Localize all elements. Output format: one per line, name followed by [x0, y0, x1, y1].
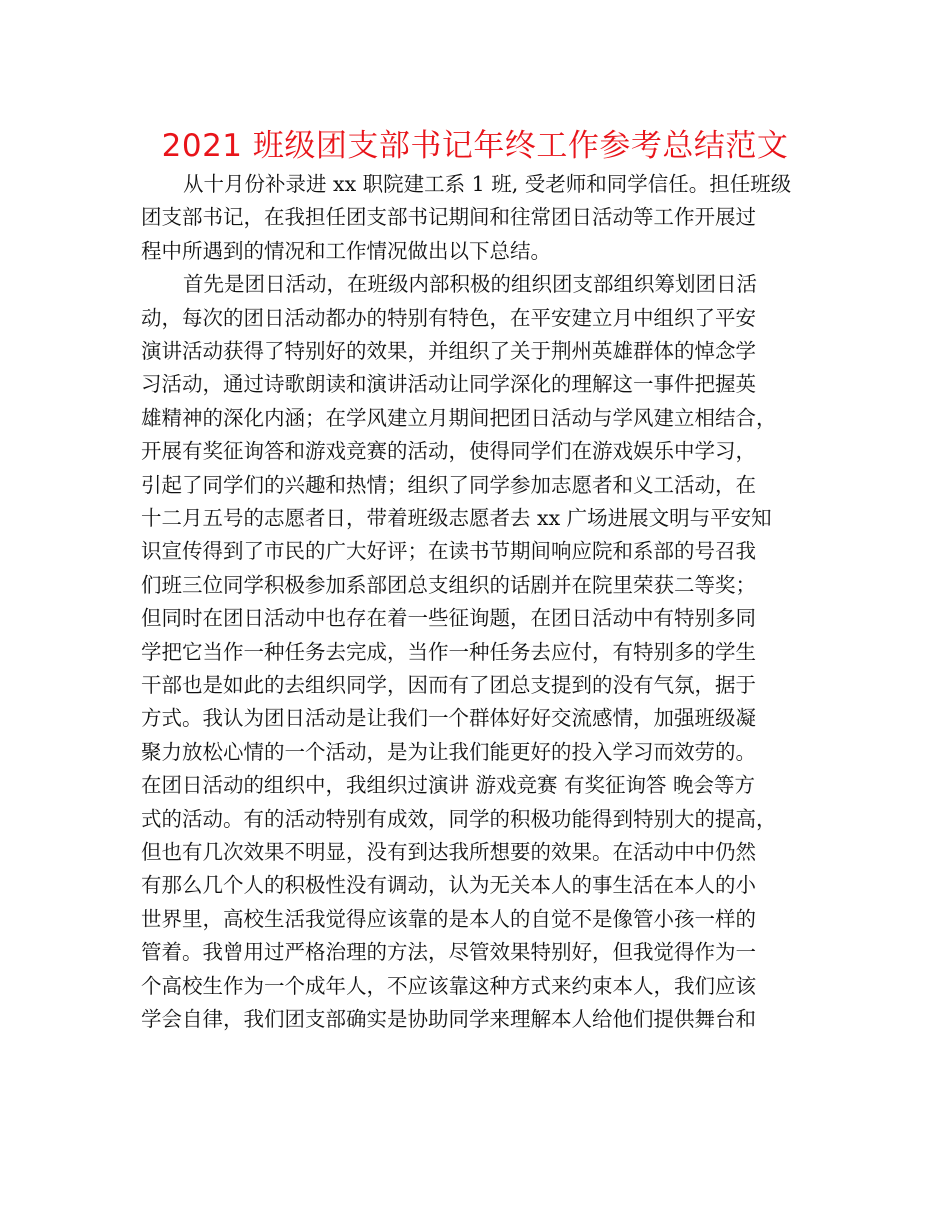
body-line: 但也有几次效果不明显，没有到达我所想要的效果。在活动中中仍然: [141, 840, 756, 864]
body-line: 首先是团日活动，在班级内部积极的组织团支部组织筹划团日活: [183, 272, 757, 297]
body-line: 从十月份补录进 xx 职院建工系 1 班, 受老师和同学信任。担任班级: [183, 172, 792, 196]
body-line: 习活动，通过诗歌朗读和演讲活动让同学深化的理解这一事件把握英: [141, 372, 756, 397]
body-line: 十二月五号的志愿者日，带着班级志愿者去 xx 广场进展文明与平安知: [141, 506, 772, 530]
body-line: 动，每次的团日活动都办的特别有特色，在平安建立月中组织了平安: [141, 305, 756, 330]
body-line: 在团日活动的组织中，我组织过演讲 游戏竞赛 有奖征询答 晚会等方: [141, 773, 756, 798]
body-line: 有那么几个人的积极性没有调动，认为无关本人的事生活在本人的小: [141, 873, 756, 898]
body-line: 学把它当作一种任务去完成，当作一种任务去应付，有特别多的学生: [141, 639, 756, 664]
body-line: 开展有奖征询答和游戏竞赛的活动，使得同学们在游戏娱乐中学习，: [141, 439, 756, 464]
body-line: 学会自律，我们团支部确实是协助同学来理解本人给他们提供舞台和: [141, 1007, 756, 1031]
body-line: 雄精神的深化内涵；在学风建立月期间把团日活动与学风建立相结合，: [141, 405, 777, 430]
body-line: 团支部书记，在我担任团支部书记期间和往常团日活动等工作开展过: [141, 205, 756, 230]
body-line: 程中所遇到的情况和工作情况做出以下总结。: [141, 238, 551, 263]
body-line: 们班三位同学积极参加系部团总支组织的话剧并在院里荣获二等奖；: [141, 572, 756, 597]
body-line: 演讲活动获得了特别好的效果，并组织了关于荆州英雄群体的悼念学: [141, 339, 756, 363]
body-line: 识宣传得到了市民的广大好评；在读书节期间响应院和系部的号召我: [141, 539, 756, 564]
body-line: 干部也是如此的去组织同学，因而有了团总支提到的没有气氛，据于: [141, 673, 756, 697]
body-line: 聚力放松心情的一个活动，是为让我们能更好的投入学习而效劳的。: [141, 739, 756, 764]
body-line: 世界里，高校生活我觉得应该靠的是本人的自觉不是像管小孩一样的: [141, 906, 756, 931]
body-line: 个高校生作为一个成年人，不应该靠这种方式来约束本人，我们应该: [141, 973, 756, 998]
body-line: 式的活动。有的活动特别有成效，同学的积极功能得到特别大的提高，: [141, 806, 777, 831]
body-line: 方式。我认为团日活动是让我们一个群体好好交流感情，加强班级凝: [141, 706, 756, 731]
body-line: 管着。我曾用过严格治理的方法，尽管效果特别好，但我觉得作为一: [141, 940, 756, 965]
body-line: 但同时在团日活动中也存在着一些征询题，在团日活动中有特别多同: [141, 606, 756, 631]
body-line: 引起了同学们的兴趣和热情；组织了同学参加志愿者和义工活动，在: [141, 472, 756, 497]
document-title: 2021 班级团支部书记年终工作参考总结范文: [161, 128, 789, 164]
